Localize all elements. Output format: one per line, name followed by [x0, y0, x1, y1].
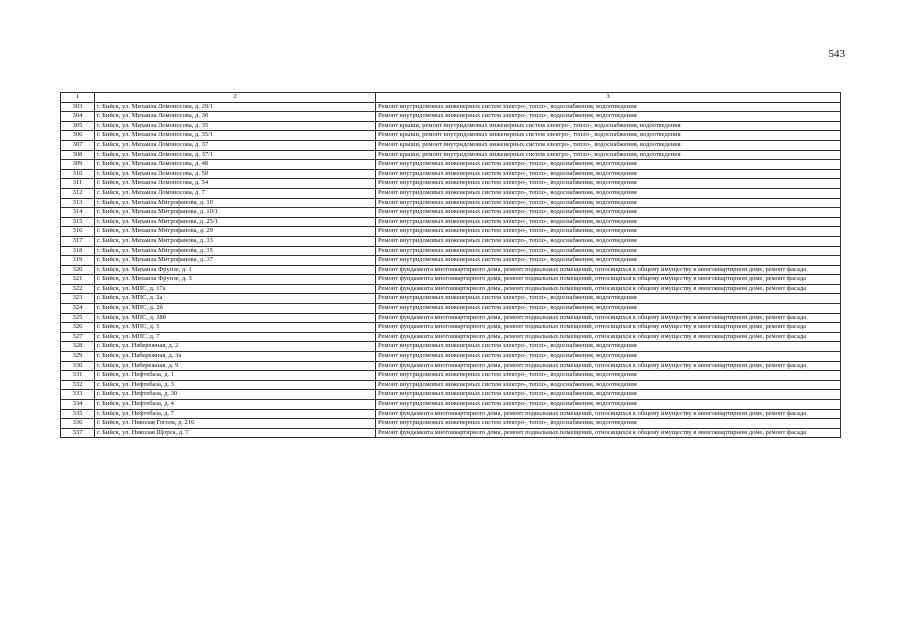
- row-work-description: Ремонт фундамента многоквартирного дома, ремонт подвальных помещений, относящихся к общему имуществу в многоквартирном доме, ремонт фасада: [376, 275, 841, 285]
- row-work-description: Ремонт внутридомовых инженерных систем электро-, тепло-, водоснабжения, водоотведения: [376, 380, 841, 390]
- row-address: г. Бийск, ул. Михаила Ломоносова, д. 48: [95, 160, 376, 170]
- row-address: г. Бийск, ул. Михаила Фрунзе, д. 3: [95, 275, 376, 285]
- row-address: г. Бийск, ул. Нефтебаза, д. 1: [95, 371, 376, 381]
- row-address: г. Бийск, ул. Михаила Митрофанова, д. 25/1: [95, 217, 376, 227]
- row-work-description: Ремонт внутридомовых инженерных систем электро-, тепло-, водоснабжения, водоотведения: [376, 198, 841, 208]
- row-number: 325: [61, 313, 95, 323]
- table-row: [61, 131, 841, 141]
- row-address: г. Бийск, ул. МПС, д. 5: [95, 323, 376, 333]
- row-number: 303: [61, 102, 95, 112]
- row-work-description: Ремонт крыши, ремонт внутридомовых инженерных систем электро-, тепло-, водоснабжения, водоотведения: [376, 140, 841, 150]
- table-row: [61, 169, 841, 179]
- row-number: 337: [61, 428, 95, 438]
- row-address: г. Бийск, ул. Михаила Ломоносова, д. 37: [95, 140, 376, 150]
- row-number: 328: [61, 342, 95, 352]
- table-row: [61, 400, 841, 410]
- row-work-description: Ремонт крыши, ремонт внутридомовых инженерных систем электро-, тепло-, водоснабжения, водоотведения: [376, 150, 841, 160]
- row-number: 327: [61, 332, 95, 342]
- table-row: [61, 188, 841, 198]
- row-work-description: Ремонт внутридомовых инженерных систем электро-, тепло-, водоснабжения, водоотведения: [376, 112, 841, 122]
- row-work-description: Ремонт внутридомовых инженерных систем электро-, тепло-, водоснабжения, водоотведения: [376, 208, 841, 218]
- row-number: 319: [61, 256, 95, 266]
- row-address: г. Бийск, ул. Набережная, д. 2: [95, 342, 376, 352]
- row-work-description: Ремонт фундамента многоквартирного дома, ремонт подвальных помещений, относящихся к общему имуществу в многоквартирном доме, ремонт фасада: [376, 265, 841, 275]
- row-address: г. Бийск, ул. Набережная, д. 3а: [95, 352, 376, 362]
- row-number: 310: [61, 169, 95, 179]
- row-address: г. Бийск, ул. Михаила Ломоносова, д. 35/1: [95, 131, 376, 141]
- table-row: [61, 227, 841, 237]
- row-work-description: Ремонт внутридомовых инженерных систем электро-, тепло-, водоснабжения, водоотведения: [376, 169, 841, 179]
- row-work-description: Ремонт фундамента многоквартирного дома, ремонт подвальных помещений, относящихся к общему имуществу в многоквартирном доме, ремонт фасада: [376, 313, 841, 323]
- table-row: [61, 208, 841, 218]
- row-address: г. Бийск, ул. Михаила Митрофанова, д. 29: [95, 227, 376, 237]
- row-address: г. Бийск, ул. Николая Щорса, д. 7: [95, 428, 376, 438]
- table-row: [61, 428, 841, 438]
- row-address: г. Бийск, ул. МПС, д. 2а: [95, 294, 376, 304]
- row-address: г. Бийск, ул. МПС, д. 17а: [95, 284, 376, 294]
- repair-registry-table: [60, 92, 841, 438]
- table-row: [61, 304, 841, 314]
- row-work-description: Ремонт фундамента многоквартирного дома, ремонт подвальных помещений, относящихся к общему имуществу в многоквартирном доме, ремонт фасада: [376, 409, 841, 419]
- row-work-description: Ремонт внутридомовых инженерных систем электро-, тепло-, водоснабжения, водоотведения: [376, 227, 841, 237]
- row-work-description: Ремонт внутридомовых инженерных систем электро-, тепло-, водоснабжения, водоотведения: [376, 102, 841, 112]
- row-work-description: Ремонт внутридомовых инженерных систем электро-, тепло-, водоснабжения, водоотведения: [376, 371, 841, 381]
- page-number: 543: [828, 48, 845, 60]
- row-address: г. Бийск, ул. Михаила Ломоносова, д. 30: [95, 112, 376, 122]
- table-row: [61, 265, 841, 275]
- table-row: [61, 256, 841, 266]
- row-work-description: Ремонт фундамента многоквартирного дома, ремонт подвальных помещений, относящихся к общему имуществу в многоквартирном доме, ремонт фасада: [376, 332, 841, 342]
- row-number: 315: [61, 217, 95, 227]
- table-row: [61, 160, 841, 170]
- row-address: г. Бийск, ул. Михаила Ломоносова, д. 54: [95, 179, 376, 189]
- row-work-description: Ремонт фундамента многоквартирного дома, ремонт подвальных помещений, относящихся к общему имуществу в многоквартирном доме, ремонт фасада: [376, 323, 841, 333]
- table-row: [61, 409, 841, 419]
- table-row: [61, 140, 841, 150]
- row-work-description: Ремонт внутридомовых инженерных систем электро-, тепло-, водоснабжения, водоотведения: [376, 304, 841, 314]
- table-row: [61, 332, 841, 342]
- row-number: 317: [61, 236, 95, 246]
- row-number: 308: [61, 150, 95, 160]
- table-row: [61, 150, 841, 160]
- row-work-description: Ремонт внутридомовых инженерных систем электро-, тепло-, водоснабжения, водоотведения: [376, 342, 841, 352]
- row-address: г. Бийск, ул. Нефтебаза, д. 30: [95, 390, 376, 400]
- row-number: 323: [61, 294, 95, 304]
- table-row: [61, 217, 841, 227]
- table-row: [61, 284, 841, 294]
- row-number: 305: [61, 121, 95, 131]
- table-row: [61, 352, 841, 362]
- row-number: 313: [61, 198, 95, 208]
- table-row: [61, 275, 841, 285]
- row-address: г. Бийск, ул. Нефтебаза, д. 4: [95, 400, 376, 410]
- table-row: [61, 419, 841, 429]
- row-address: г. Бийск, ул. Михаила Митрофанова, д. 35: [95, 246, 376, 256]
- row-address: г. Бийск, ул. Николая Гоголя, д. 216: [95, 419, 376, 429]
- table-row: [61, 371, 841, 381]
- table-row: [61, 121, 841, 131]
- table-row: [61, 361, 841, 371]
- table-row: [61, 323, 841, 333]
- column-header-work: 3: [376, 93, 841, 103]
- table-row: [61, 179, 841, 189]
- table-row: [61, 313, 841, 323]
- row-number: 304: [61, 112, 95, 122]
- table-row: [61, 342, 841, 352]
- row-number: 324: [61, 304, 95, 314]
- row-number: 314: [61, 208, 95, 218]
- row-address: г. Бийск, ул. Михаила Ломоносова, д. 37/1: [95, 150, 376, 160]
- row-address: г. Бийск, ул. МПС, д. 7: [95, 332, 376, 342]
- row-number: 322: [61, 284, 95, 294]
- row-address: г. Бийск, ул. Михаила Ломоносова, д. 50: [95, 169, 376, 179]
- row-work-description: Ремонт внутридомовых инженерных систем электро-, тепло-, водоснабжения, водоотведения: [376, 400, 841, 410]
- table-header-row: [61, 93, 841, 103]
- row-address: г. Бийск, ул. Михаила Ломоносова, д. 7: [95, 188, 376, 198]
- row-address: г. Бийск, ул. Михаила Митрофанова, д. 10: [95, 198, 376, 208]
- row-work-description: Ремонт внутридомовых инженерных систем электро-, тепло-, водоснабжения, водоотведения: [376, 236, 841, 246]
- row-number: 330: [61, 361, 95, 371]
- row-number: 331: [61, 371, 95, 381]
- row-address: г. Бийск, ул. МПС, д. 2б: [95, 304, 376, 314]
- row-address: г. Бийск, ул. Набережная, д. 9: [95, 361, 376, 371]
- row-address: г. Бийск, ул. Михаила Митрофанова, д. 10/1: [95, 208, 376, 218]
- row-address: г. Бийск, ул. Нефтебаза, д. 7: [95, 409, 376, 419]
- row-work-description: Ремонт внутридомовых инженерных систем электро-, тепло-, водоснабжения, водоотведения: [376, 352, 841, 362]
- table-row: [61, 112, 841, 122]
- row-work-description: Ремонт внутридомовых инженерных систем электро-, тепло-, водоснабжения, водоотведения: [376, 217, 841, 227]
- row-number: 332: [61, 380, 95, 390]
- row-address: г. Бийск, ул. Михаила Митрофанова, д. 33: [95, 236, 376, 246]
- row-work-description: Ремонт фундамента многоквартирного дома, ремонт подвальных помещений, относящихся к общему имуществу в многоквартирном доме, ремонт фасада: [376, 428, 841, 438]
- row-number: 307: [61, 140, 95, 150]
- table-row: [61, 294, 841, 304]
- row-number: 321: [61, 275, 95, 285]
- row-number: 329: [61, 352, 95, 362]
- row-work-description: Ремонт крыши, ремонт внутридомовых инженерных систем электро-, тепло-, водоснабжения, водоотведения: [376, 131, 841, 141]
- row-work-description: Ремонт фундамента многоквартирного дома, ремонт подвальных помещений, относящихся к общему имуществу в многоквартирном доме, ремонт фасада: [376, 284, 841, 294]
- row-number: 309: [61, 160, 95, 170]
- row-number: 335: [61, 409, 95, 419]
- row-work-description: Ремонт внутридомовых инженерных систем электро-, тепло-, водоснабжения, водоотведения: [376, 160, 841, 170]
- table-row: [61, 102, 841, 112]
- row-work-description: Ремонт внутридомовых инженерных систем электро-, тепло-, водоснабжения, водоотведения: [376, 256, 841, 266]
- row-address: г. Бийск, ул. Нефтебаза, д. 3: [95, 380, 376, 390]
- row-work-description: Ремонт фундамента многоквартирного дома, ремонт подвальных помещений, относящихся к общему имуществу в многоквартирном доме, ремонт фасада: [376, 361, 841, 371]
- table-row: [61, 390, 841, 400]
- row-number: 333: [61, 390, 95, 400]
- row-number: 306: [61, 131, 95, 141]
- row-work-description: Ремонт внутридомовых инженерных систем электро-, тепло-, водоснабжения, водоотведения: [376, 246, 841, 256]
- row-number: 316: [61, 227, 95, 237]
- row-number: 326: [61, 323, 95, 333]
- row-number: 312: [61, 188, 95, 198]
- table-row: [61, 246, 841, 256]
- row-work-description: Ремонт внутридомовых инженерных систем электро-, тепло-, водоснабжения, водоотведения: [376, 419, 841, 429]
- table-row: [61, 380, 841, 390]
- row-work-description: Ремонт внутридомовых инженерных систем электро-, тепло-, водоснабжения, водоотведения: [376, 179, 841, 189]
- row-address: г. Бийск, ул. Михаила Фрунзе, д. 1: [95, 265, 376, 275]
- row-work-description: Ремонт внутридомовых инженерных систем электро-, тепло-, водоснабжения, водоотведения: [376, 390, 841, 400]
- table-row: [61, 198, 841, 208]
- row-number: 334: [61, 400, 95, 410]
- column-header-number: 1: [61, 93, 95, 103]
- row-number: 311: [61, 179, 95, 189]
- row-number: 318: [61, 246, 95, 256]
- row-work-description: Ремонт внутридомовых инженерных систем электро-, тепло-, водоснабжения, водоотведения: [376, 188, 841, 198]
- row-work-description: Ремонт крыши, ремонт внутридомовых инженерных систем электро-, тепло-, водоснабжения, водоотведения: [376, 121, 841, 131]
- row-number: 320: [61, 265, 95, 275]
- row-address: г. Бийск, ул. Михаила Ломоносова, д. 35: [95, 121, 376, 131]
- row-work-description: Ремонт внутридомовых инженерных систем электро-, тепло-, водоснабжения, водоотведения: [376, 294, 841, 304]
- table-row: [61, 236, 841, 246]
- row-address: г. Бийск, ул. Михаила Митрофанова, д. 37: [95, 256, 376, 266]
- row-address: г. Бийск, ул. Михаила Ломоносова, д. 29/1: [95, 102, 376, 112]
- row-address: г. Бийск, ул. МПС, д. 38б: [95, 313, 376, 323]
- column-header-address: 2: [95, 93, 376, 103]
- row-number: 336: [61, 419, 95, 429]
